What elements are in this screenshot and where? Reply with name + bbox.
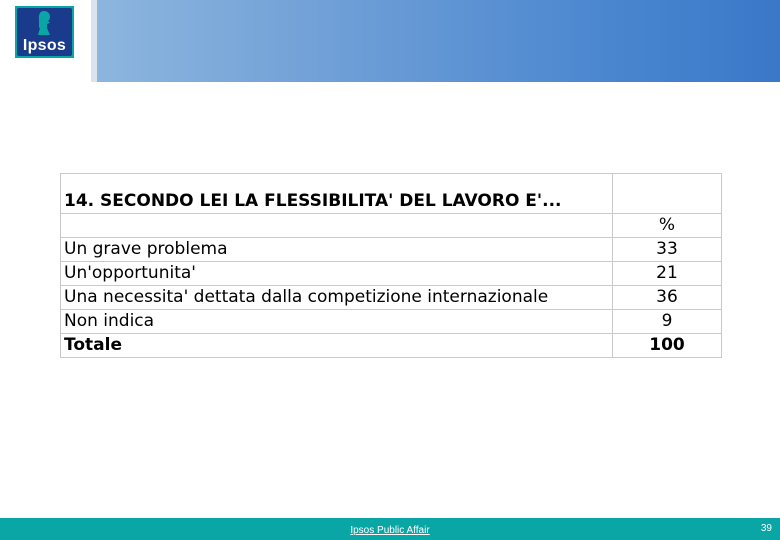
footer-link[interactable]: Ipsos Public Affair: [350, 525, 430, 536]
row-label: Una necessita' dettata dalla competizione internazionale: [61, 286, 613, 310]
title-empty-cell: [613, 174, 722, 214]
table-title-row: [61, 174, 722, 214]
logo-text: Ipsos: [22, 37, 67, 54]
page-number: 39: [760, 523, 772, 534]
table-row: [61, 262, 722, 286]
row-label: Non indica: [61, 310, 613, 334]
header-gradient-banner: [97, 0, 780, 82]
unit-header-empty-cell: [61, 214, 613, 238]
total-label: Totale: [61, 334, 613, 358]
logo-figure-icon: [35, 10, 53, 36]
row-label: Un'opportunita': [61, 262, 613, 286]
table-row: [61, 286, 722, 310]
unit-header-row: [61, 214, 722, 238]
row-value: 36: [613, 286, 722, 310]
total-value: 100: [613, 334, 722, 358]
row-label: Un grave problema: [61, 238, 613, 262]
table-row: [61, 238, 722, 262]
row-value: 21: [613, 262, 722, 286]
table-row: [61, 310, 722, 334]
ipsos-logo: [15, 6, 74, 58]
footer-bar: [0, 518, 780, 540]
survey-table: [60, 173, 722, 358]
percent-header: %: [613, 214, 722, 238]
total-row: [61, 334, 722, 358]
question-title: 14. SECONDO LEI LA FLESSIBILITA' DEL LAVORO E'...: [61, 174, 613, 214]
row-value: 9: [613, 310, 722, 334]
row-value: 33: [613, 238, 722, 262]
